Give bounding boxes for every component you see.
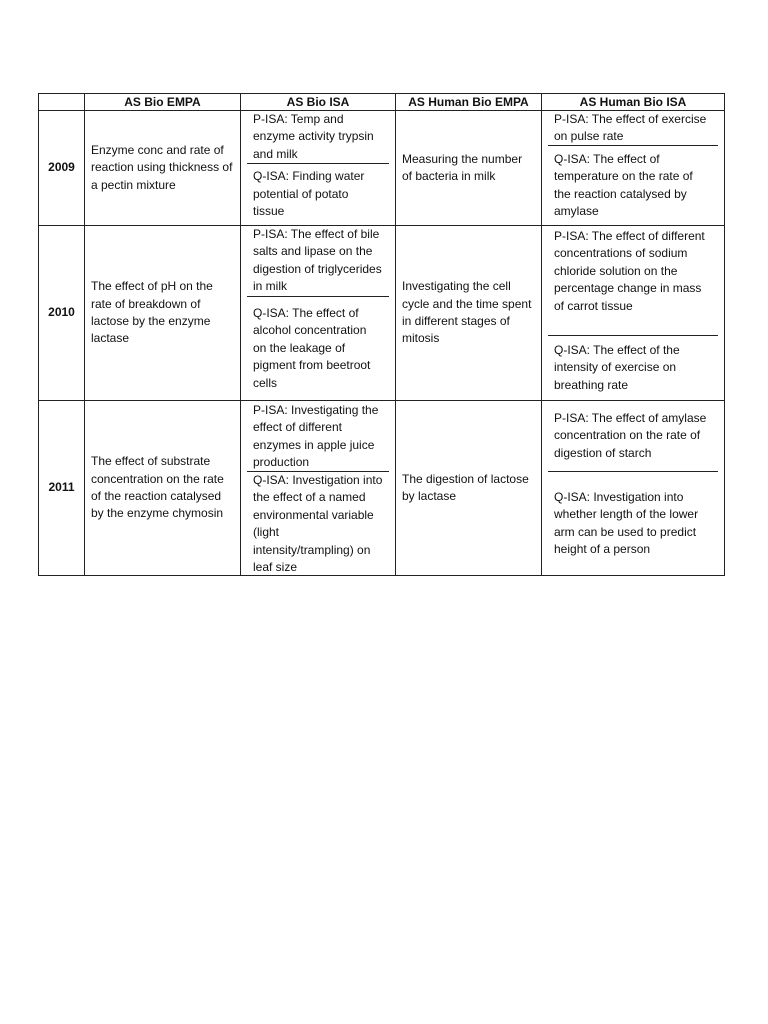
table-row — [39, 226, 725, 401]
p-isa-text: P-ISA: The effect of amylase concentration on the rate of digestion of starch — [554, 410, 707, 460]
header-as-human-bio-isa: AS Human Bio ISA — [542, 94, 725, 111]
q-isa-text: Q-ISA: The effect of temperature on the rate of the reaction catalysed by amylase — [548, 145, 718, 225]
header-as-bio-empa: AS Bio EMPA — [85, 94, 241, 111]
human-bio-empa-cell: Measuring the number of bacteria in milk — [396, 111, 542, 226]
bio-isa-cell — [241, 111, 396, 226]
q-isa-text: Q-ISA: Finding water potential of potato tissue — [247, 163, 389, 225]
human-bio-empa-cell: Investigating the cell cycle and the time spent in different stages of mitosis — [396, 226, 542, 401]
year-cell: 2011 — [39, 401, 85, 576]
bio-empa-cell: The effect of pH on the rate of breakdown of lactose by the enzyme lactase — [85, 226, 241, 401]
human-bio-isa-cell — [542, 226, 725, 401]
p-isa-text: P-ISA: The effect of bile salts and lipase on the digestion of triglycerides in milk — [253, 227, 382, 294]
header-as-bio-isa: AS Bio ISA — [241, 94, 396, 111]
q-isa-text: Q-ISA: Investigation into whether length of the lower arm can be used to predict height of a person — [548, 471, 718, 575]
q-isa-text: Q-ISA: The effect of the intensity of exercise on breathing rate — [548, 335, 718, 400]
isa-empa-table — [38, 93, 725, 576]
header-row — [39, 94, 725, 111]
header-as-human-bio-empa: AS Human Bio EMPA — [396, 94, 542, 111]
p-isa-text: P-ISA: The effect of different concentrations of sodium chloride solution on the percentage change in mass of carrot tissue — [554, 229, 705, 313]
p-isa-text: P-ISA: Temp and enzyme activity trypsin and milk — [253, 112, 374, 161]
bio-empa-cell: Enzyme conc and rate of reaction using thickness of a pectin mixture — [85, 111, 241, 226]
p-isa-text: P-ISA: Investigating the effect of different enzymes in apple juice production — [253, 403, 379, 470]
year-cell: 2009 — [39, 111, 85, 226]
human-bio-isa-cell — [542, 111, 725, 226]
table-row — [39, 401, 725, 576]
q-isa-text: Q-ISA: The effect of alcohol concentration on the leakage of pigment from beetroot cells — [247, 296, 389, 400]
table-row — [39, 111, 725, 226]
header-corner — [39, 94, 85, 111]
human-bio-isa-cell — [542, 401, 725, 576]
bio-isa-cell — [241, 401, 396, 576]
p-isa-text: P-ISA: The effect of exercise on pulse rate — [554, 112, 707, 144]
human-bio-empa-cell: The digestion of lactose by lactase — [396, 401, 542, 576]
bio-empa-cell: The effect of substrate concentration on the rate of the reaction catalysed by the enzyme chymosin — [85, 401, 241, 576]
bio-isa-cell — [241, 226, 396, 401]
year-cell: 2010 — [39, 226, 85, 401]
q-isa-text: Q-ISA: Investigation into the effect of a named environmental variable (light intensity/trampling) on leaf size — [247, 471, 389, 575]
